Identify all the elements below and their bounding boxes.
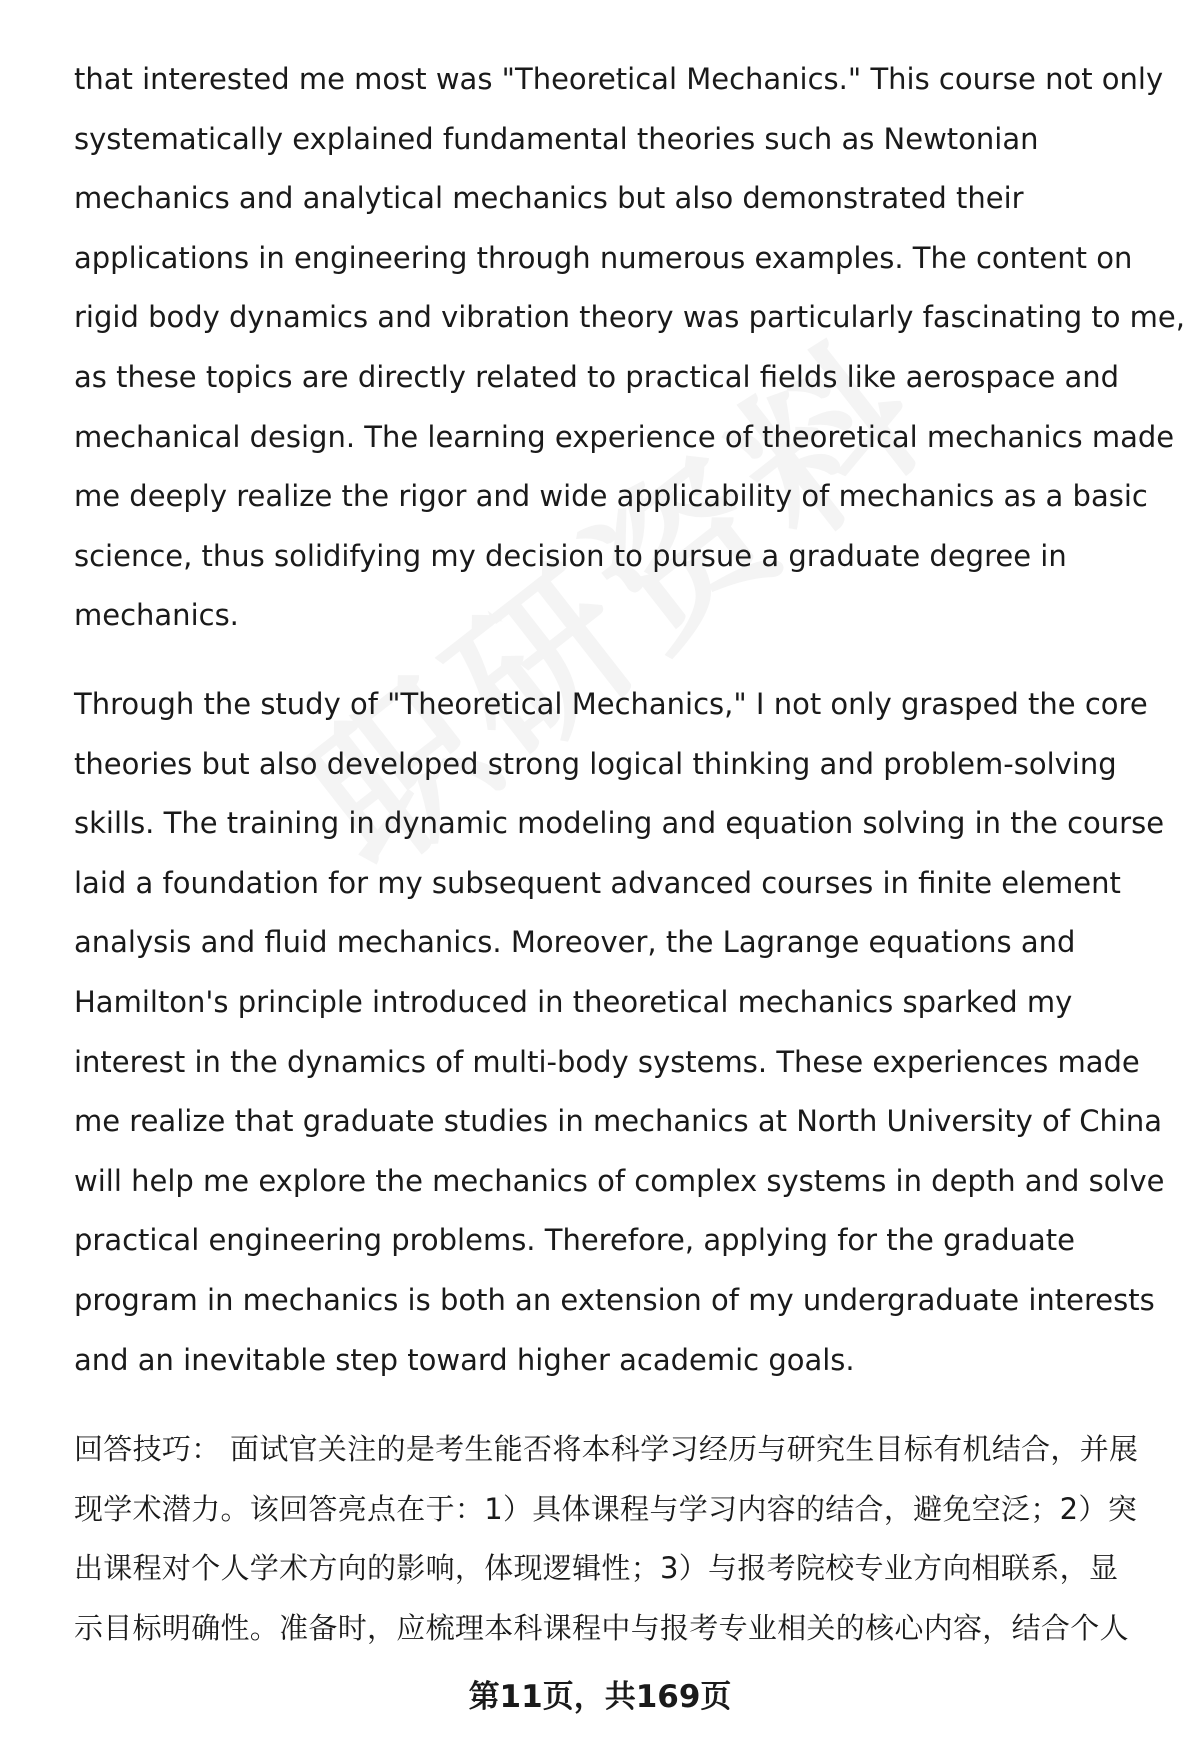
answer-tips — [74, 1420, 1159, 1658]
paragraph-2 — [74, 675, 1165, 1390]
page-number: 第11页，共169页 — [468, 1679, 732, 1715]
text-line: laid a foundation for my subsequent advanced courses in finite element — [74, 865, 1121, 900]
text-line: me realize that graduate studies in mechanics at North University of China — [74, 1104, 1163, 1139]
text-line: systematically explained fundamental theories such as Newtonian — [74, 121, 1039, 156]
text-line: and an inevitable step toward higher academic goals. — [74, 1342, 855, 1377]
text-line: skills. The training in dynamic modeling and equation solving in the course — [74, 806, 1165, 841]
text-line: interest in the dynamics of multi-body systems. These experiences made — [74, 1044, 1140, 1079]
text-line: 回答技巧： 面试官关注的是考生能否将本科学习经历与研究生目标有机结合，并展 — [74, 1432, 1139, 1466]
text-line: mechanical design. The learning experience of theoretical mechanics made — [74, 419, 1175, 454]
text-line: program in mechanics is both an extension of my undergraduate interests — [74, 1282, 1155, 1317]
text-line: practical engineering problems. Therefore, applying for the graduate — [74, 1223, 1075, 1258]
text-line: rigid body dynamics and vibration theory was particularly fascinating to me, — [74, 300, 1185, 335]
text-line: Through the study of "Theoretical Mechanics," I not only grasped the core — [74, 687, 1148, 721]
text-line: analysis and fluid mechanics. Moreover, the Lagrange equations and — [74, 925, 1076, 960]
text-line: applications in engineering through numerous examples. The content on — [74, 240, 1133, 275]
text-line: as these topics are directly related to practical fields like aerospace and — [74, 359, 1120, 394]
text-line: theories but also developed strong logical thinking and problem-solving — [74, 746, 1117, 781]
text-line: mechanics. — [74, 598, 239, 633]
text-line: mechanics and analytical mechanics but also demonstrated their — [74, 181, 1024, 216]
paragraph-1 — [74, 50, 1185, 646]
text-line: will help me explore the mechanics of complex systems in depth and solve — [74, 1163, 1165, 1198]
text-line: that interested me most was "Theoretical Mechanics." This course not only — [74, 62, 1164, 96]
text-line: me deeply realize the rigor and wide applicability of mechanics as a basic — [74, 479, 1148, 514]
text-line: 出课程对个人学术方向的影响，体现逻辑性；3）与报考院校专业方向相联系，显 — [74, 1551, 1119, 1586]
text-line: 现学术潜力。该回答亮点在于：1）具体课程与学习内容的结合，避免空泛；2）突 — [74, 1491, 1138, 1526]
text-line: 示目标明确性。准备时，应梳理本科课程中与报考专业相关的核心内容，结合个人 — [74, 1610, 1129, 1645]
text-line: Hamilton's principle introduced in theoretical mechanics sparked my — [74, 984, 1073, 1019]
text-line: science, thus solidifying my decision to pursue a graduate degree in — [74, 538, 1067, 573]
